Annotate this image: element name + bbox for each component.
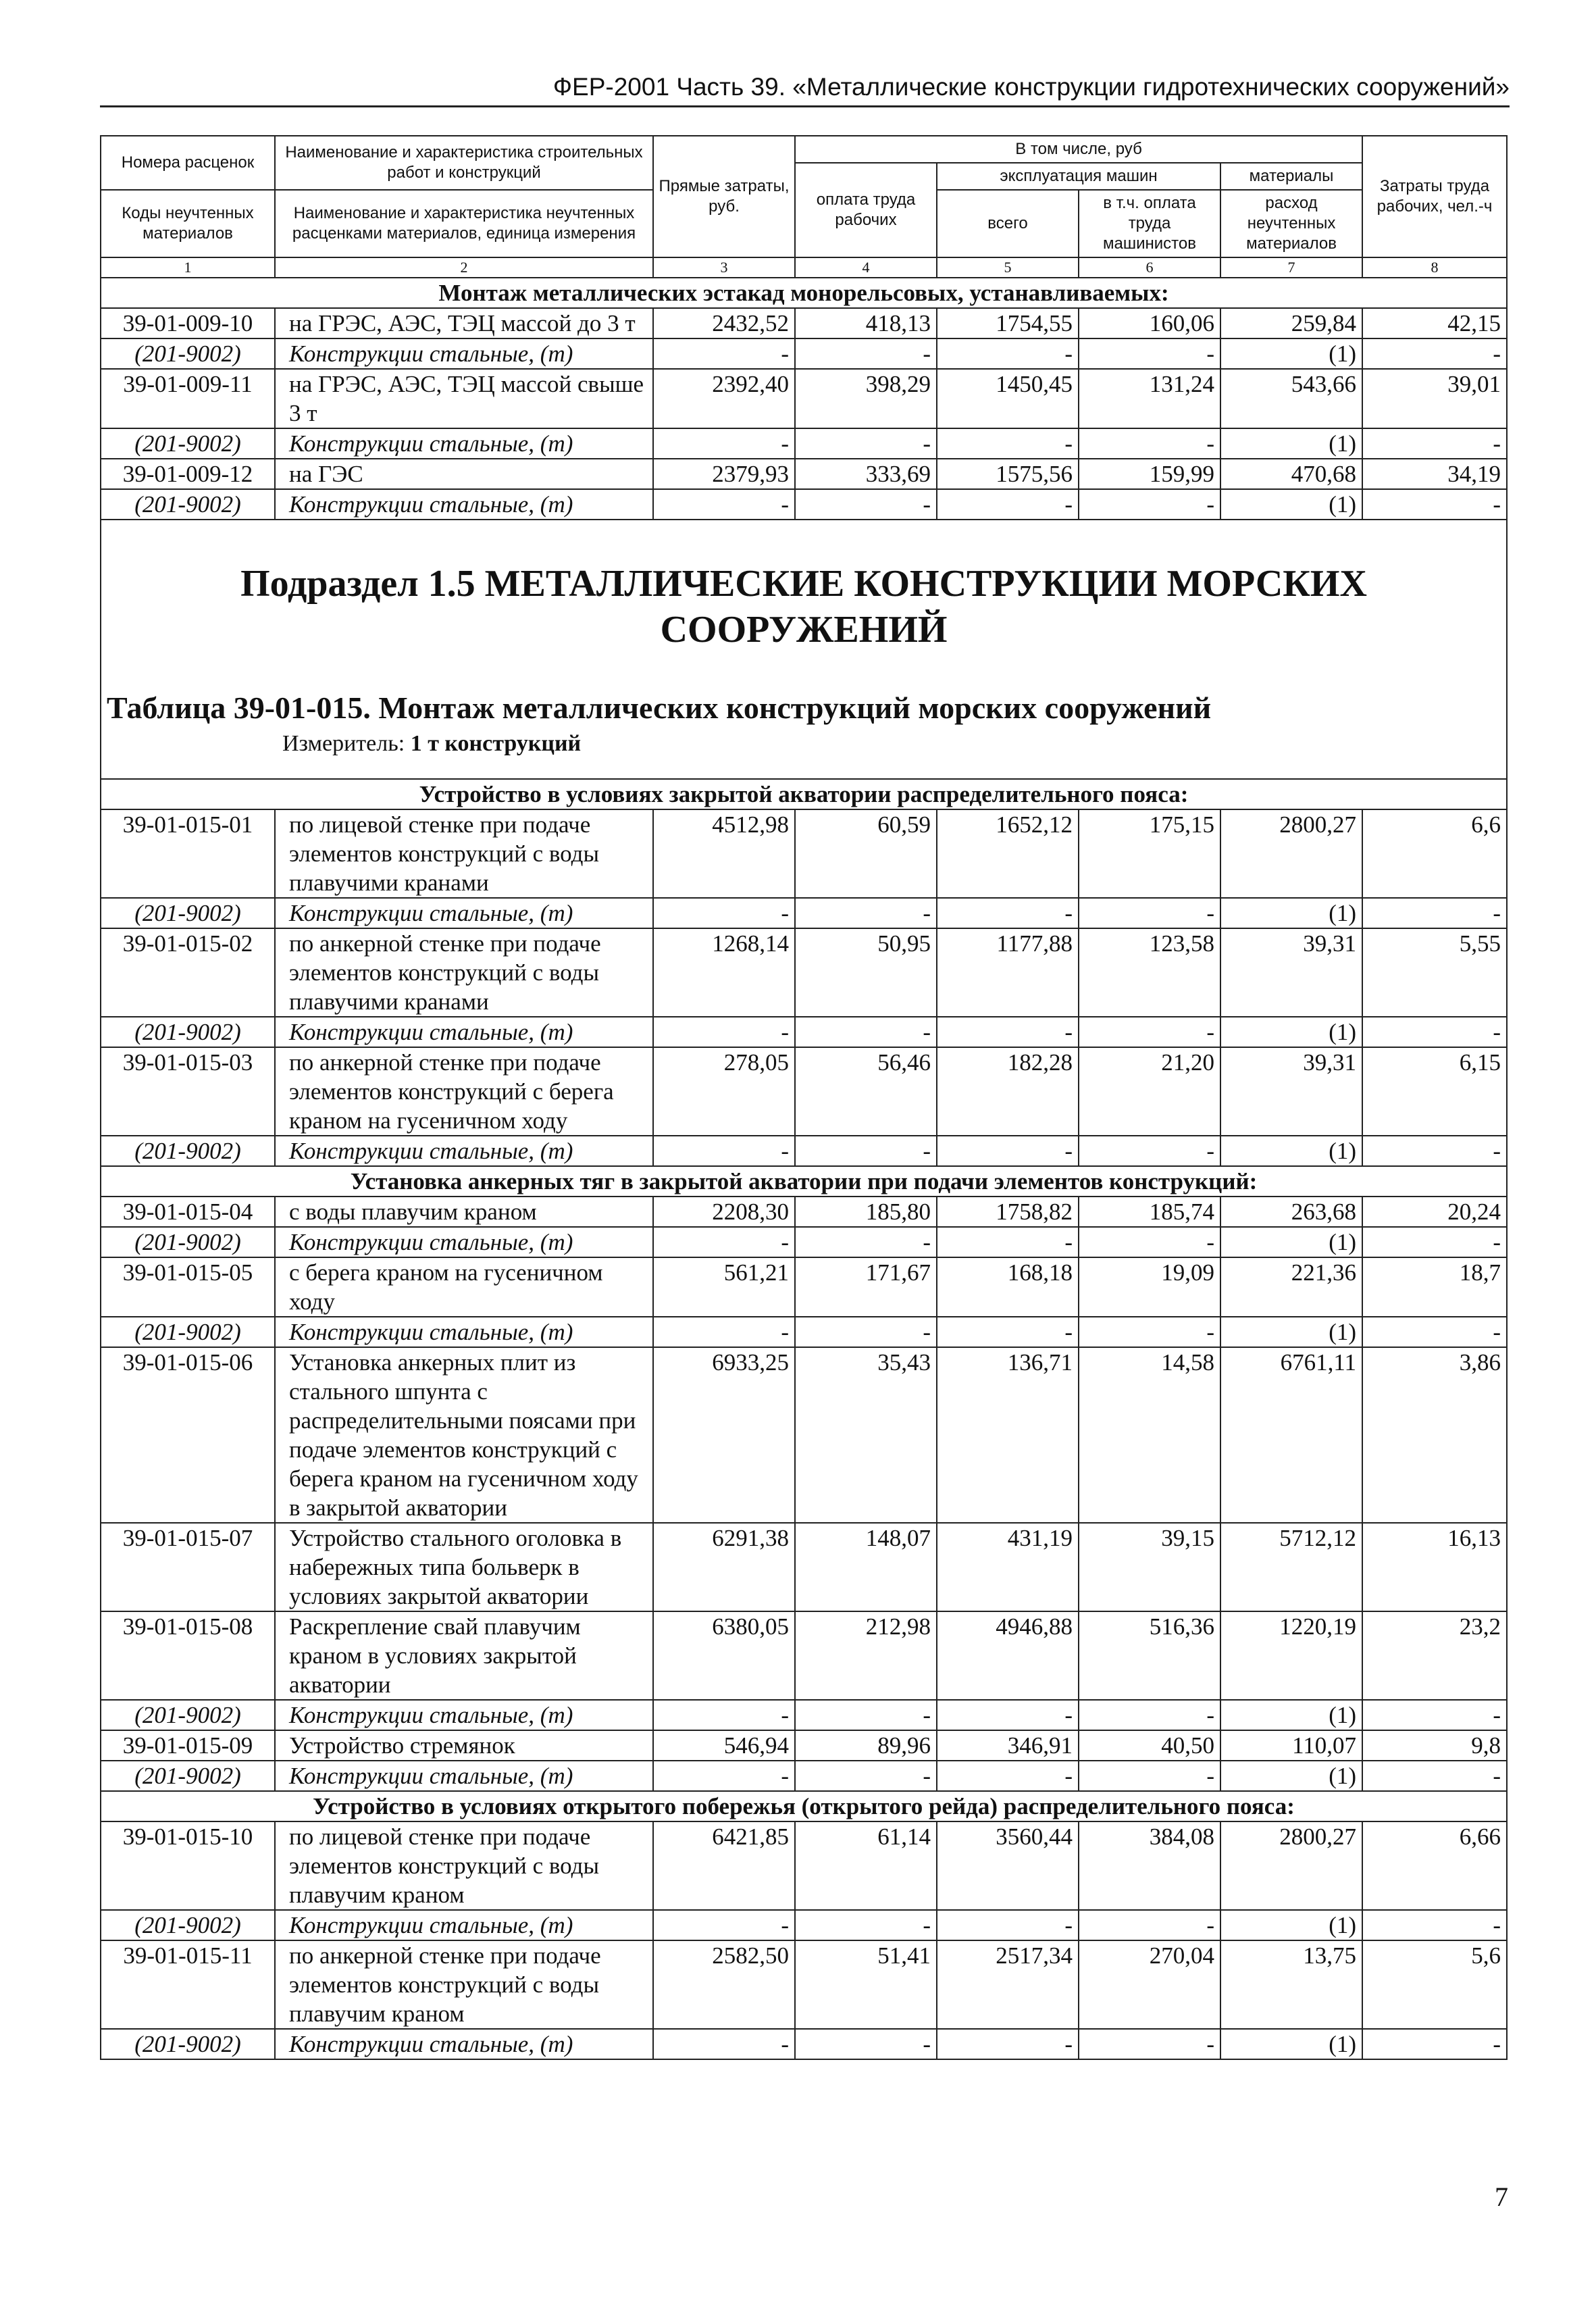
material-code: (201-9002) bbox=[101, 489, 275, 520]
col1-bottom-header: Коды неучтенных материалов bbox=[101, 190, 275, 257]
direct-cost: - bbox=[653, 1700, 795, 1730]
labor-pay: 50,95 bbox=[795, 928, 937, 1017]
material-code: (201-9002) bbox=[101, 1317, 275, 1347]
materials-cost: (1) bbox=[1220, 1136, 1362, 1166]
labor-pay: 333,69 bbox=[795, 459, 937, 489]
machinists-pay: 14,58 bbox=[1079, 1347, 1220, 1523]
labor-header: Затраты труда рабочих, чел.-ч bbox=[1362, 136, 1507, 257]
materials-cost: (1) bbox=[1220, 1227, 1362, 1257]
section-heading: Монтаж металлических эстакад монорельсовых, устанавливаемых: bbox=[101, 278, 1507, 308]
rate-row bbox=[101, 928, 1507, 1017]
work-name: Установка анкерных плит из стального шпунта с распределительными поясами при подаче элементов конструкций с берега краном на гусеничном ходу в закрытой акватории bbox=[275, 1347, 653, 1523]
direct-cost: 2208,30 bbox=[653, 1197, 795, 1227]
material-row bbox=[101, 338, 1507, 369]
work-name: по лицевой стенке при подаче элементов конструкций с воды плавучими кранами bbox=[275, 809, 653, 898]
labor-pay: - bbox=[795, 338, 937, 369]
material-name: Конструкции стальные, (т) bbox=[275, 1700, 653, 1730]
machinists-pay: 160,06 bbox=[1079, 308, 1220, 338]
labor-hours: 5,55 bbox=[1362, 928, 1507, 1017]
rate-row bbox=[101, 1821, 1507, 1910]
machines-total: - bbox=[937, 1227, 1079, 1257]
machines-header: эксплуатация машин bbox=[937, 163, 1220, 190]
machinists-header: в т.ч. оплата труда машинистов bbox=[1079, 190, 1220, 257]
labor-hours: - bbox=[1362, 1017, 1507, 1047]
table-title: Таблица 39-01-015. Монтаж металлических конструкций морских сооружений bbox=[107, 690, 1212, 725]
rate-row bbox=[101, 1197, 1507, 1227]
machines-total: 2517,34 bbox=[937, 1940, 1079, 2029]
materials-cost: (1) bbox=[1220, 338, 1362, 369]
column-number-row bbox=[101, 257, 1507, 278]
machinists-pay: 270,04 bbox=[1079, 1940, 1220, 2029]
labor-pay: 60,59 bbox=[795, 809, 937, 898]
machinists-pay: - bbox=[1079, 1761, 1220, 1791]
labor-hours: - bbox=[1362, 1910, 1507, 1940]
materials-cost: 543,66 bbox=[1220, 369, 1362, 428]
colnum: 1 bbox=[101, 257, 275, 278]
labor-pay: 61,14 bbox=[795, 1821, 937, 1910]
material-row bbox=[101, 1317, 1507, 1347]
labor-hours: - bbox=[1362, 1761, 1507, 1791]
labor-hours: - bbox=[1362, 2029, 1507, 2059]
direct-cost: 2432,52 bbox=[653, 308, 795, 338]
material-name: Конструкции стальные, (т) bbox=[275, 1017, 653, 1047]
machines-total: 346,91 bbox=[937, 1730, 1079, 1761]
rate-row bbox=[101, 1730, 1507, 1761]
incl-header: В том числе, руб bbox=[795, 136, 1362, 163]
materials-cost: 39,31 bbox=[1220, 928, 1362, 1017]
machinists-pay: 40,50 bbox=[1079, 1730, 1220, 1761]
direct-cost: - bbox=[653, 898, 795, 928]
rate-code: 39-01-015-03 bbox=[101, 1047, 275, 1136]
material-row bbox=[101, 1910, 1507, 1940]
machinists-pay: 21,20 bbox=[1079, 1047, 1220, 1136]
labor-hours: - bbox=[1362, 898, 1507, 928]
work-name: Устройство стального оголовка в набережных типа больверк в условиях закрытой акватории bbox=[275, 1523, 653, 1611]
material-code: (201-9002) bbox=[101, 428, 275, 459]
machinists-pay: 19,09 bbox=[1079, 1257, 1220, 1317]
direct-cost: 4512,98 bbox=[653, 809, 795, 898]
labor-pay: 171,67 bbox=[795, 1257, 937, 1317]
colnum: 2 bbox=[275, 257, 653, 278]
rate-row bbox=[101, 809, 1507, 898]
labor-pay: - bbox=[795, 428, 937, 459]
work-name: по лицевой стенке при подаче элементов конструкций с воды плавучим краном bbox=[275, 1821, 653, 1910]
rate-code: 39-01-009-10 bbox=[101, 308, 275, 338]
material-code: (201-9002) bbox=[101, 2029, 275, 2059]
machines-total: - bbox=[937, 1136, 1079, 1166]
material-row bbox=[101, 1700, 1507, 1730]
rate-row bbox=[101, 1257, 1507, 1317]
work-name: на ГРЭС, АЭС, ТЭЦ массой свыше 3 т bbox=[275, 369, 653, 428]
labor-pay: - bbox=[795, 1700, 937, 1730]
table-body bbox=[101, 278, 1507, 2059]
rate-row bbox=[101, 1523, 1507, 1611]
materials-cost: 39,31 bbox=[1220, 1047, 1362, 1136]
materials-cost: (1) bbox=[1220, 1761, 1362, 1791]
material-name: Конструкции стальные, (т) bbox=[275, 489, 653, 520]
machinists-pay: 175,15 bbox=[1079, 809, 1220, 898]
labor-hours: 34,19 bbox=[1362, 459, 1507, 489]
direct-cost: 2392,40 bbox=[653, 369, 795, 428]
material-name: Конструкции стальные, (т) bbox=[275, 2029, 653, 2059]
work-name: по анкерной стенке при подаче элементов конструкций с воды плавучим краном bbox=[275, 1940, 653, 2029]
labor-pay: - bbox=[795, 1136, 937, 1166]
machinists-pay: 39,15 bbox=[1079, 1523, 1220, 1611]
materials-cost: (1) bbox=[1220, 489, 1362, 520]
labor-hours: - bbox=[1362, 1136, 1507, 1166]
measure-line bbox=[107, 722, 1501, 778]
machinists-pay: - bbox=[1079, 489, 1220, 520]
rate-code: 39-01-015-01 bbox=[101, 809, 275, 898]
labor-pay: 185,80 bbox=[795, 1197, 937, 1227]
colnum: 6 bbox=[1079, 257, 1220, 278]
colnum: 3 bbox=[653, 257, 795, 278]
machines-total: 1758,82 bbox=[937, 1197, 1079, 1227]
materials-cost: (1) bbox=[1220, 428, 1362, 459]
section-heading: Устройство в условиях открытого побережья (открытого рейда) распределительного пояса: bbox=[101, 1791, 1507, 1821]
labor-hours: 23,2 bbox=[1362, 1611, 1507, 1700]
colnum: 8 bbox=[1362, 257, 1507, 278]
machines-total: 168,18 bbox=[937, 1257, 1079, 1317]
machinists-pay: - bbox=[1079, 1227, 1220, 1257]
work-name: с берега краном на гусеничном ходу bbox=[275, 1257, 653, 1317]
section-heading: Установка анкерных тяг в закрытой акватории при подачи элементов конструкций: bbox=[101, 1166, 1507, 1197]
material-row bbox=[101, 2029, 1507, 2059]
material-name: Конструкции стальные, (т) bbox=[275, 1317, 653, 1347]
labor-pay: - bbox=[795, 1910, 937, 1940]
material-name: Конструкции стальные, (т) bbox=[275, 1227, 653, 1257]
rate-code: 39-01-015-07 bbox=[101, 1523, 275, 1611]
machines-total: - bbox=[937, 1700, 1079, 1730]
work-name: на ГРЭС, АЭС, ТЭЦ массой до 3 т bbox=[275, 308, 653, 338]
subsection-block bbox=[101, 520, 1507, 779]
machinists-pay: 384,08 bbox=[1079, 1821, 1220, 1910]
direct-cost: 6291,38 bbox=[653, 1523, 795, 1611]
material-name: Конструкции стальные, (т) bbox=[275, 898, 653, 928]
rate-row bbox=[101, 1940, 1507, 2029]
materials-use-header: расход неучтенных материалов bbox=[1220, 190, 1362, 257]
labor-hours: - bbox=[1362, 489, 1507, 520]
direct-cost: - bbox=[653, 1761, 795, 1791]
material-code: (201-9002) bbox=[101, 1017, 275, 1047]
material-code: (201-9002) bbox=[101, 1227, 275, 1257]
material-name: Конструкции стальные, (т) bbox=[275, 1136, 653, 1166]
colnum: 4 bbox=[795, 257, 937, 278]
materials-cost: 470,68 bbox=[1220, 459, 1362, 489]
material-row bbox=[101, 1017, 1507, 1047]
rate-code: 39-01-009-12 bbox=[101, 459, 275, 489]
materials-cost: 221,36 bbox=[1220, 1257, 1362, 1317]
labor-pay: - bbox=[795, 2029, 937, 2059]
labor-hours: 6,6 bbox=[1362, 809, 1507, 898]
labor-pay: 418,13 bbox=[795, 308, 937, 338]
machines-total: - bbox=[937, 489, 1079, 520]
direct-cost: - bbox=[653, 428, 795, 459]
materials-cost: (1) bbox=[1220, 898, 1362, 928]
materials-cost: (1) bbox=[1220, 2029, 1362, 2059]
labor-hours: 6,15 bbox=[1362, 1047, 1507, 1136]
direct-cost: 6933,25 bbox=[653, 1347, 795, 1523]
col2-top-header: Наименование и характеристика строительных работ и конструкций bbox=[275, 136, 653, 190]
col3-header: Прямые затраты, руб. bbox=[653, 136, 795, 257]
machines-total: - bbox=[937, 428, 1079, 459]
machinists-pay: - bbox=[1079, 338, 1220, 369]
machines-total: 1754,55 bbox=[937, 308, 1079, 338]
machinists-pay: - bbox=[1079, 2029, 1220, 2059]
materials-cost: 13,75 bbox=[1220, 1940, 1362, 2029]
rate-row bbox=[101, 369, 1507, 428]
rate-code: 39-01-015-02 bbox=[101, 928, 275, 1017]
materials-cost: 263,68 bbox=[1220, 1197, 1362, 1227]
machines-total: 1575,56 bbox=[937, 459, 1079, 489]
material-row bbox=[101, 1227, 1507, 1257]
rate-code: 39-01-015-10 bbox=[101, 1821, 275, 1910]
direct-cost: 278,05 bbox=[653, 1047, 795, 1136]
labor-hours: - bbox=[1362, 1317, 1507, 1347]
direct-cost: - bbox=[653, 1017, 795, 1047]
rate-code: 39-01-009-11 bbox=[101, 369, 275, 428]
machinists-pay: - bbox=[1079, 1017, 1220, 1047]
labor-hours: 6,66 bbox=[1362, 1821, 1507, 1910]
rate-code: 39-01-015-11 bbox=[101, 1940, 275, 2029]
machines-total: 136,71 bbox=[937, 1347, 1079, 1523]
labor-hours: 18,7 bbox=[1362, 1257, 1507, 1317]
machines-total: 4946,88 bbox=[937, 1611, 1079, 1700]
machines-total: 1177,88 bbox=[937, 928, 1079, 1017]
machines-total: - bbox=[937, 338, 1079, 369]
material-name: Конструкции стальные, (т) bbox=[275, 1761, 653, 1791]
labor-pay: - bbox=[795, 1761, 937, 1791]
measure-label: Измеритель: bbox=[282, 731, 405, 756]
machines-total-header: всего bbox=[937, 190, 1079, 257]
labor-hours: 9,8 bbox=[1362, 1730, 1507, 1761]
machines-total: 182,28 bbox=[937, 1047, 1079, 1136]
labor-hours: - bbox=[1362, 428, 1507, 459]
materials-cost: 5712,12 bbox=[1220, 1523, 1362, 1611]
direct-cost: - bbox=[653, 1136, 795, 1166]
rate-code: 39-01-015-06 bbox=[101, 1347, 275, 1523]
labor-hours: 5,6 bbox=[1362, 1940, 1507, 2029]
table-header bbox=[101, 136, 1507, 278]
machines-total: - bbox=[937, 898, 1079, 928]
material-code: (201-9002) bbox=[101, 338, 275, 369]
rate-code: 39-01-015-05 bbox=[101, 1257, 275, 1317]
rate-row bbox=[101, 308, 1507, 338]
materials-cost: 259,84 bbox=[1220, 308, 1362, 338]
machinists-pay: - bbox=[1079, 1136, 1220, 1166]
work-name: по анкерной стенке при подаче элементов конструкций с берега краном на гусеничном ходу bbox=[275, 1047, 653, 1136]
labor-hours: 16,13 bbox=[1362, 1523, 1507, 1611]
colnum: 7 bbox=[1220, 257, 1362, 278]
machinists-pay: 159,99 bbox=[1079, 459, 1220, 489]
material-row bbox=[101, 1136, 1507, 1166]
material-row bbox=[101, 898, 1507, 928]
material-name: Конструкции стальные, (т) bbox=[275, 428, 653, 459]
direct-cost: - bbox=[653, 2029, 795, 2059]
rate-code: 39-01-015-04 bbox=[101, 1197, 275, 1227]
work-name: на ГЭС bbox=[275, 459, 653, 489]
materials-cost: 1220,19 bbox=[1220, 1611, 1362, 1700]
machines-total: 3560,44 bbox=[937, 1821, 1079, 1910]
page-number: 7 bbox=[1495, 2182, 1508, 2212]
machinists-pay: 131,24 bbox=[1079, 369, 1220, 428]
rates-table bbox=[100, 135, 1508, 2060]
labor-pay: 51,41 bbox=[795, 1940, 937, 2029]
labor-pay-header: оплата труда рабочих bbox=[795, 163, 937, 257]
machines-total: - bbox=[937, 2029, 1079, 2059]
materials-cost: (1) bbox=[1220, 1910, 1362, 1940]
labor-pay: - bbox=[795, 898, 937, 928]
direct-cost: 1268,14 bbox=[653, 928, 795, 1017]
material-row bbox=[101, 489, 1507, 520]
materials-cost: 2800,27 bbox=[1220, 1821, 1362, 1910]
labor-pay: 148,07 bbox=[795, 1523, 937, 1611]
direct-cost: - bbox=[653, 1910, 795, 1940]
machines-total: - bbox=[937, 1317, 1079, 1347]
col2-bottom-header: Наименование и характеристика неучтенных расценками материалов, единица измерения bbox=[275, 190, 653, 257]
machinists-pay: - bbox=[1079, 1700, 1220, 1730]
materials-cost: (1) bbox=[1220, 1017, 1362, 1047]
machinists-pay: 185,74 bbox=[1079, 1197, 1220, 1227]
direct-cost: - bbox=[653, 1227, 795, 1257]
labor-pay: 56,46 bbox=[795, 1047, 937, 1136]
material-name: Конструкции стальные, (т) bbox=[275, 338, 653, 369]
direct-cost: 2379,93 bbox=[653, 459, 795, 489]
materials-cost: 110,07 bbox=[1220, 1730, 1362, 1761]
labor-hours: 42,15 bbox=[1362, 308, 1507, 338]
material-code: (201-9002) bbox=[101, 1761, 275, 1791]
material-row bbox=[101, 1761, 1507, 1791]
machinists-pay: - bbox=[1079, 1910, 1220, 1940]
machinists-pay: - bbox=[1079, 428, 1220, 459]
running-header: ФЕР-2001 Часть 39. «Металлические конструкции гидротехнических сооружений» bbox=[100, 73, 1510, 107]
machines-total: 1450,45 bbox=[937, 369, 1079, 428]
materials-header: материалы bbox=[1220, 163, 1362, 190]
material-code: (201-9002) bbox=[101, 898, 275, 928]
direct-cost: - bbox=[653, 338, 795, 369]
labor-pay: 35,43 bbox=[795, 1347, 937, 1523]
direct-cost: 2582,50 bbox=[653, 1940, 795, 2029]
machinists-pay: - bbox=[1079, 898, 1220, 928]
labor-pay: - bbox=[795, 1317, 937, 1347]
labor-pay: - bbox=[795, 1017, 937, 1047]
direct-cost: 6421,85 bbox=[653, 1821, 795, 1910]
materials-cost: 6761,11 bbox=[1220, 1347, 1362, 1523]
labor-pay: - bbox=[795, 489, 937, 520]
labor-pay: 89,96 bbox=[795, 1730, 937, 1761]
material-name: Конструкции стальные, (т) bbox=[275, 1910, 653, 1940]
direct-cost: 546,94 bbox=[653, 1730, 795, 1761]
machines-total: - bbox=[937, 1017, 1079, 1047]
labor-pay: - bbox=[795, 1227, 937, 1257]
labor-hours: 39,01 bbox=[1362, 369, 1507, 428]
machines-total: - bbox=[937, 1910, 1079, 1940]
labor-hours: - bbox=[1362, 338, 1507, 369]
machinists-pay: 516,36 bbox=[1079, 1611, 1220, 1700]
materials-cost: (1) bbox=[1220, 1317, 1362, 1347]
labor-hours: - bbox=[1362, 1227, 1507, 1257]
measure-value: 1 т конструкций bbox=[410, 731, 582, 756]
rate-row bbox=[101, 459, 1507, 489]
rate-code: 39-01-015-09 bbox=[101, 1730, 275, 1761]
machines-total: 1652,12 bbox=[937, 809, 1079, 898]
materials-cost: 2800,27 bbox=[1220, 809, 1362, 898]
colnum: 5 bbox=[937, 257, 1079, 278]
labor-hours: 3,86 bbox=[1362, 1347, 1507, 1523]
material-row bbox=[101, 428, 1507, 459]
labor-hours: - bbox=[1362, 1700, 1507, 1730]
work-name: Устройство стремянок bbox=[275, 1730, 653, 1761]
rate-code: 39-01-015-08 bbox=[101, 1611, 275, 1700]
material-code: (201-9002) bbox=[101, 1910, 275, 1940]
machines-total: 431,19 bbox=[937, 1523, 1079, 1611]
labor-pay: 398,29 bbox=[795, 369, 937, 428]
rate-row bbox=[101, 1611, 1507, 1700]
machinists-pay: 123,58 bbox=[1079, 928, 1220, 1017]
rate-row bbox=[101, 1047, 1507, 1136]
work-name: Раскрепление свай плавучим краном в условиях закрытой акватории bbox=[275, 1611, 653, 1700]
section-heading: Устройство в условиях закрытой акватории распределительного пояса: bbox=[101, 779, 1507, 809]
materials-cost: (1) bbox=[1220, 1700, 1362, 1730]
material-code: (201-9002) bbox=[101, 1700, 275, 1730]
rate-row bbox=[101, 1347, 1507, 1523]
direct-cost: - bbox=[653, 489, 795, 520]
machinists-pay: - bbox=[1079, 1317, 1220, 1347]
machines-total: - bbox=[937, 1761, 1079, 1791]
material-code: (201-9002) bbox=[101, 1136, 275, 1166]
direct-cost: 561,21 bbox=[653, 1257, 795, 1317]
work-name: с воды плавучим краном bbox=[275, 1197, 653, 1227]
labor-pay: 212,98 bbox=[795, 1611, 937, 1700]
labor-hours: 20,24 bbox=[1362, 1197, 1507, 1227]
direct-cost: 6380,05 bbox=[653, 1611, 795, 1700]
direct-cost: - bbox=[653, 1317, 795, 1347]
col1-top-header: Номера расценок bbox=[101, 136, 275, 190]
work-name: по анкерной стенке при подаче элементов конструкций с воды плавучими кранами bbox=[275, 928, 653, 1017]
subsection-title: Подраздел 1.5 МЕТАЛЛИЧЕСКИЕ КОНСТРУКЦИИ МОРСКИХ СООРУЖЕНИЙ bbox=[240, 563, 1367, 651]
